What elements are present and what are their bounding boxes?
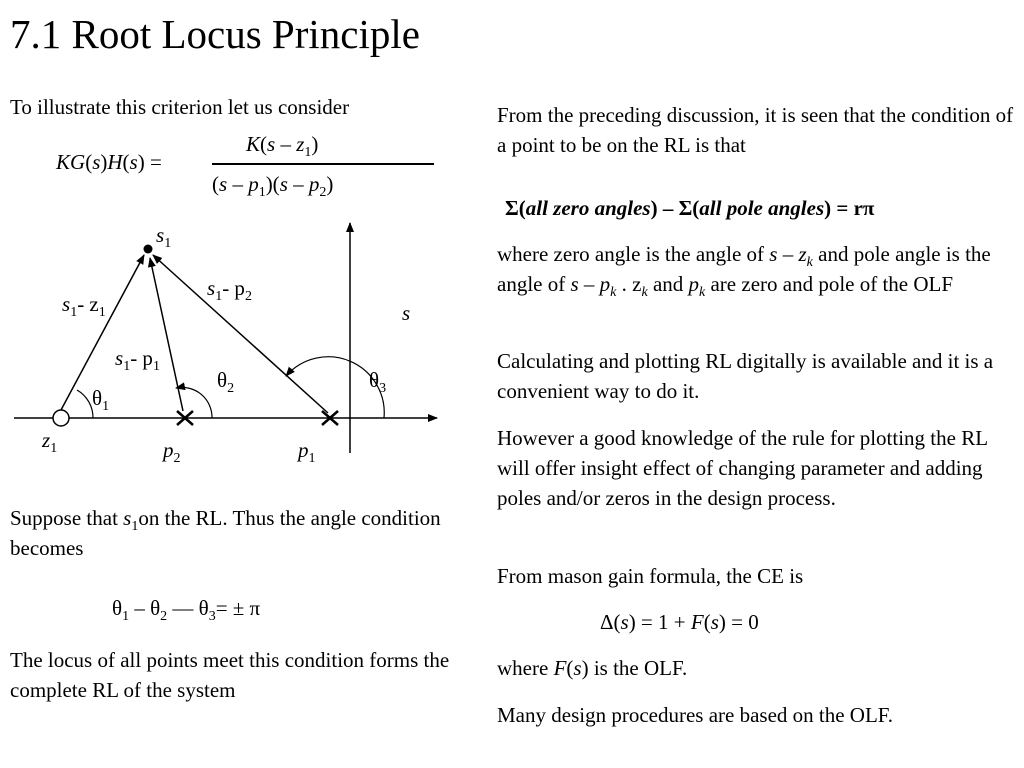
label-s1: $s_1$ (156, 223, 172, 251)
label-theta3: $\theta_3$ (369, 368, 387, 396)
label-s-plane: s (402, 301, 411, 325)
root-locus-diagram (0, 215, 470, 475)
angle-condition-equation: $\theta_1 - \theta_2$ — $\theta_3= \pm \pi$ (112, 596, 261, 625)
slide-title: 7.1 Root Locus Principle (10, 11, 420, 57)
equation-numerator: $K(s - z_1)$ (246, 132, 319, 161)
zero-z1-marker (53, 410, 69, 426)
intro-text: To illustrate this criterion let us consider (10, 95, 350, 119)
conclusion-text: The locus of all points meet this condition forms the complete RL of the system (10, 648, 450, 702)
equation-lhs: KG(s)H(s) = (56, 150, 162, 174)
design-procedures-text: Many design procedures are based on the OLF. (497, 703, 894, 727)
olf-definition-text: where F(s) is the OLF. (497, 656, 688, 680)
label-z1: $z_1$ (42, 428, 58, 456)
mason-gain-text: From mason gain formula, the CE is (497, 564, 804, 588)
theta1-arc (77, 390, 93, 418)
label-theta1: $\theta_1$ (92, 386, 110, 414)
fraction-bar (212, 163, 434, 165)
label-p2: $p_2$ (163, 438, 181, 466)
characteristic-equation: Δ(s) = 1 + F(s) = 0 (600, 610, 759, 634)
label-theta2: $\theta_2$ (217, 368, 235, 396)
label-s1-minus-z1: $s_1-$ $z_1$ (62, 292, 106, 320)
vector-s1-minus-z1 (61, 255, 144, 410)
label-s1-minus-p1: $s_1-$ $p_1$ (115, 346, 160, 374)
label-p1: $p_1$ (298, 438, 316, 466)
equation-denominator: $(s - p_1)(s - p_2)$ (212, 172, 334, 201)
knowledge-text: However a good knowledge of the rule for plotting the RL will offer insight effect of changing parameter and adding poles and/or zeros in the design process. (497, 426, 988, 510)
preceding-discussion-text: From the preceding discussion, it is seen that the condition of a point to be on the RL is that (497, 103, 1014, 157)
suppose-text: Suppose that $s_1on$ the RL. Thus the angle condition becomes (10, 506, 441, 560)
point-s1 (144, 245, 153, 254)
digital-rl-text: Calculating and plotting RL digitally is available and it is a convenient way to do it. (497, 349, 994, 403)
angle-definition-text: where zero angle is the angle of s – $z_k$ and pole angle is the angle of s – $p_k$ . $z_k$ and $p_k$ are zero and pole of the OLF (497, 242, 991, 301)
rl-angle-condition: Σ(all zero angles) – Σ(all pole angles) = rπ (505, 196, 875, 220)
label-s1-minus-p2: $s_1-$ $p_2$ (207, 276, 252, 304)
